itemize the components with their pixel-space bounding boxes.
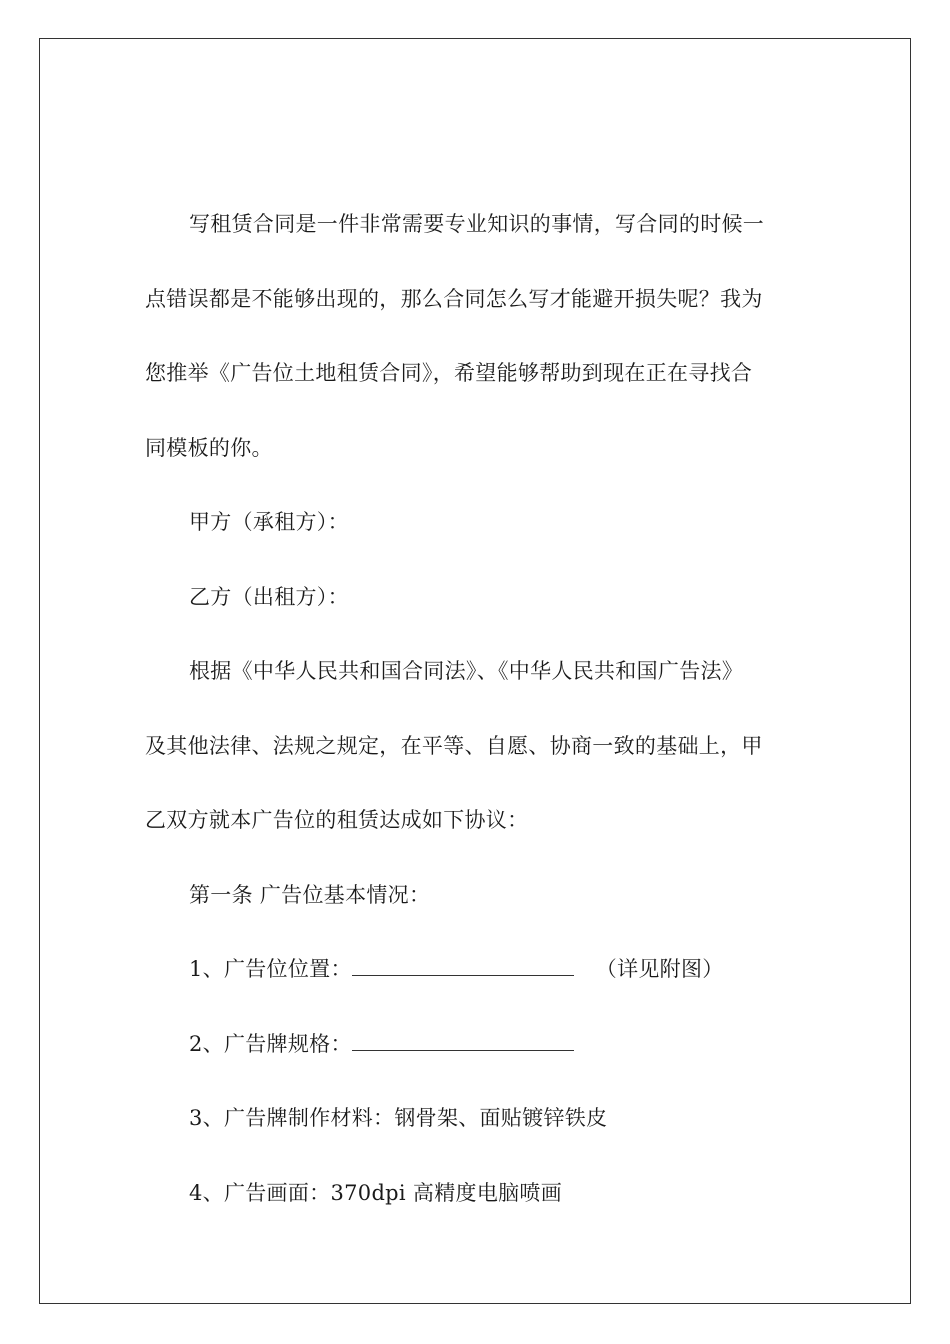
article-1-item-1: [145, 941, 795, 1016]
item-2-label: 2、广告牌规格：: [189, 1031, 352, 1056]
party-b-line: 乙方（出租方）：: [189, 584, 349, 609]
basis-paragraph-line: 乙双方就本广告位的租赁达成如下协议：: [145, 808, 529, 832]
item-1-note: （详见附图）: [595, 957, 724, 981]
intro-paragraph-line: 同模板的你。: [145, 435, 273, 460]
intro-paragraph-line: 写租赁合同是一件非常需要专业知识的事情，写合同的时候一: [189, 212, 765, 236]
item-1-label: 1、广告位位置：: [189, 957, 352, 981]
intro-paragraph-line: 点错误都是不能够出现的，那么合同怎么写才能避开损失呢？我为: [145, 286, 763, 311]
document-body: [145, 196, 795, 1239]
basis-paragraph-line: 及其他法律、法规之规定，在平等、自愿、协商一致的基础上，甲: [145, 733, 763, 758]
article-1-item-4: 4、广告画面：370dpi 高精度电脑喷画: [189, 1180, 563, 1205]
article-1-item-2: [145, 1016, 795, 1091]
location-blank-line: [352, 957, 574, 976]
party-a-line: 甲方（承租方）：: [189, 510, 349, 534]
basis-paragraph-line: 根据《中华人民共和国合同法》、《中华人民共和国广告法》: [189, 659, 744, 683]
intro-paragraph-line: 您推举《广告位土地租赁合同》，希望能够帮助到现在正在寻找合: [145, 361, 753, 385]
article-1-heading: 第一条 广告位基本情况：: [189, 882, 431, 907]
article-1-item-3: 3、广告牌制作材料：钢骨架、面贴镀锌铁皮: [189, 1106, 608, 1130]
spec-blank-line: [352, 1032, 574, 1051]
